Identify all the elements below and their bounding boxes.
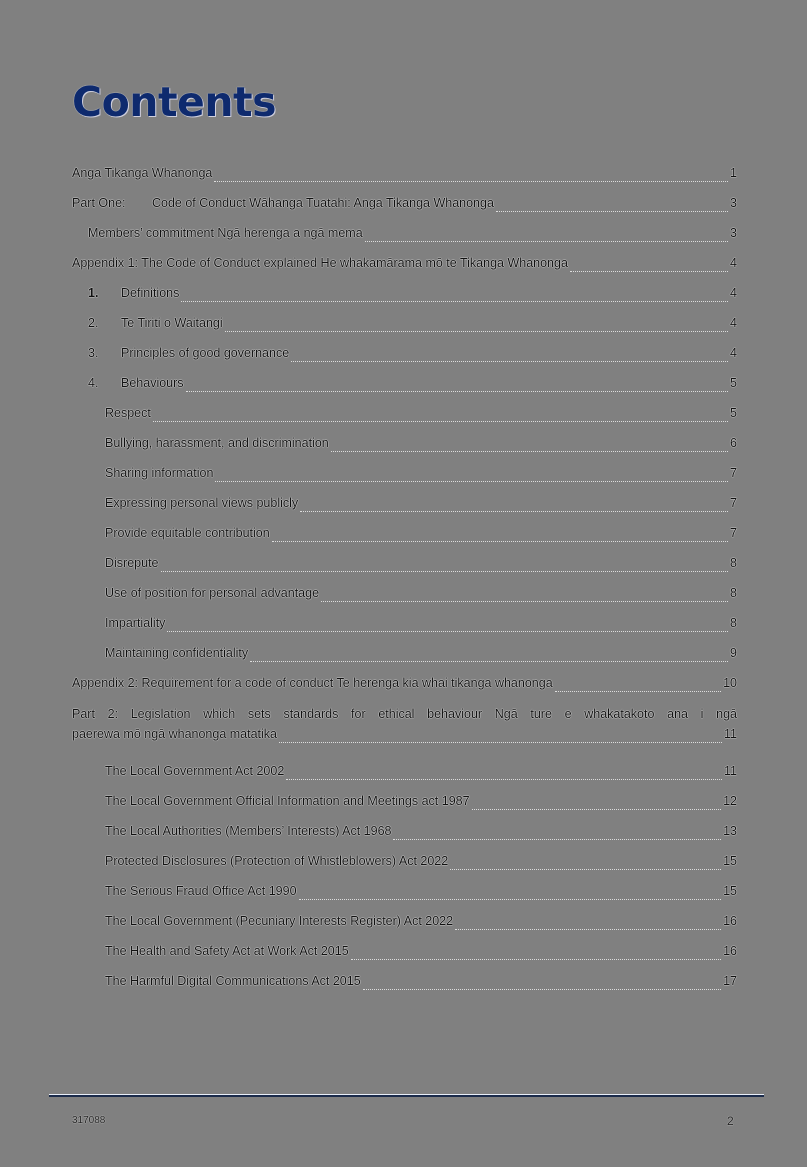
- toc-entry-label: Provide equitable contribution: [105, 526, 270, 540]
- dot-leader: [351, 949, 721, 960]
- toc-entry-number: 1.: [88, 286, 99, 300]
- toc-entry-label: The Local Government Official Information and Meetings act 1987: [105, 794, 470, 808]
- toc-entry[interactable]: [72, 188, 737, 218]
- toc-entry-label: Principles of good governance: [121, 346, 290, 360]
- toc-entry-label: Bullying, harassment, and discrimination: [105, 436, 329, 450]
- dot-leader: [496, 201, 728, 212]
- toc-entry-page: 8: [730, 586, 737, 600]
- toc-entry[interactable]: [72, 458, 737, 488]
- dot-leader: [167, 621, 728, 632]
- toc-entry[interactable]: [72, 936, 737, 966]
- dot-leader: [214, 171, 728, 182]
- toc-entry[interactable]: [72, 638, 737, 668]
- toc-entry-label: The Local Government Act 2002: [105, 764, 285, 778]
- toc-entry-label: Disrepute: [105, 556, 159, 570]
- toc-entry-page: 7: [730, 526, 737, 540]
- toc-entry-label: Members’ commitment Ngā herenga a ngā mema: [88, 226, 363, 240]
- toc-entry-page: 1: [730, 166, 737, 180]
- dot-leader: [321, 591, 728, 602]
- toc-entry-page: 9: [730, 646, 737, 660]
- toc-entry[interactable]: [72, 218, 737, 248]
- toc-entry[interactable]: [72, 248, 737, 278]
- toc-entry-label-line2: paerewa mō ngā whanonga matatika: [72, 727, 277, 741]
- toc-entry-label: The Health and Safety Act at Work Act 2015: [105, 944, 349, 958]
- dot-leader: [291, 351, 728, 362]
- toc-entry-number: 2.: [88, 316, 99, 330]
- dot-leader: [300, 501, 728, 512]
- toc-entry-page: 13: [723, 824, 737, 838]
- toc-entry[interactable]: [72, 846, 737, 876]
- dot-leader: [153, 411, 728, 422]
- toc-entry-label: The Local Authorities (Members’ Interests) Act 1968: [105, 824, 392, 838]
- toc-entry[interactable]: [72, 816, 737, 846]
- footer-divider: [49, 1094, 764, 1097]
- toc-entry-label: Anga Tikanga Whanonga: [72, 166, 213, 180]
- toc-entry[interactable]: [72, 548, 737, 578]
- toc-entry-label: Maintaining confidentiality: [105, 646, 249, 660]
- toc-entry-page: 7: [730, 466, 737, 480]
- toc-entry-page: 4: [730, 346, 737, 360]
- toc-entry-page: 3: [730, 196, 737, 210]
- toc-entry-number: 4.: [88, 376, 99, 390]
- dot-leader: [365, 231, 728, 242]
- toc-entry[interactable]: [72, 428, 737, 458]
- toc-entry-label: Sharing information: [105, 466, 214, 480]
- toc-entry[interactable]: [72, 668, 737, 698]
- toc-entry-label-line1: Part 2: Legislation which sets standards for ethical behaviour Ngā ture e whakatakoto ana i ngā: [72, 707, 737, 721]
- toc-entry[interactable]: [72, 488, 737, 518]
- toc-entry-number: 3.: [88, 346, 99, 360]
- toc-entry-page: 5: [730, 376, 737, 390]
- toc-entry-label: Appendix 2: Requirement for a code of conduct Te herenga kia whai tikanga whanonga: [72, 676, 553, 690]
- toc-entry[interactable]: [72, 876, 737, 906]
- toc-entry-label: The Local Government (Pecuniary Interests Register) Act 2022: [105, 914, 454, 928]
- toc-entry[interactable]: [72, 698, 737, 756]
- toc-entry-page: 12: [723, 794, 737, 808]
- toc-entry[interactable]: [72, 278, 737, 308]
- page-title: Contents: [72, 78, 277, 126]
- toc-entry-label: Te Tiriti o Waitangi: [121, 316, 223, 330]
- toc-entry[interactable]: [72, 906, 737, 936]
- toc-entry-page: 6: [730, 436, 737, 450]
- toc-entry-number: Part One:: [72, 196, 126, 210]
- toc-entry-label: Impartiality: [105, 616, 166, 630]
- dot-leader: [455, 919, 721, 930]
- toc-entry[interactable]: [72, 398, 737, 428]
- toc-entry[interactable]: [72, 608, 737, 638]
- toc-entry-label: Respect: [105, 406, 151, 420]
- toc-entry[interactable]: [72, 338, 737, 368]
- toc-entry-page: 7: [730, 496, 737, 510]
- dot-leader: [450, 859, 721, 870]
- toc-entry[interactable]: [72, 518, 737, 548]
- dot-leader: [272, 531, 728, 542]
- toc-entry[interactable]: [72, 368, 737, 398]
- dot-leader: [181, 291, 728, 302]
- dot-leader: [250, 651, 728, 662]
- toc-entry-page: 3: [730, 226, 737, 240]
- toc-entry-page: 5: [730, 406, 737, 420]
- toc-entry-page: 4: [730, 256, 737, 270]
- dot-leader: [472, 799, 722, 810]
- dot-leader: [331, 441, 728, 452]
- toc-entry-label: Code of Conduct Wāhanga Tuatahi: Anga Tikanga Whanonga: [152, 196, 494, 210]
- toc-entry-label: Appendix 1: The Code of Conduct explained He whakamārama mō te Tikanga Whanonga: [72, 256, 568, 270]
- toc-entry-page: 11: [724, 727, 737, 741]
- toc-entry-label: Behaviours: [121, 376, 184, 390]
- dot-leader: [555, 681, 721, 692]
- toc-entry-label: The Serious Fraud Office Act 1990: [105, 884, 297, 898]
- toc-entry[interactable]: [72, 308, 737, 338]
- footer-page-number: 2: [727, 1114, 734, 1128]
- toc-entry[interactable]: [72, 756, 737, 786]
- toc-entry-page: 8: [730, 616, 737, 630]
- toc-entry[interactable]: [72, 966, 737, 996]
- toc-entry[interactable]: [72, 578, 737, 608]
- toc-entry-page: 4: [730, 286, 737, 300]
- toc-entry-page: 15: [723, 854, 737, 868]
- dot-leader: [215, 471, 728, 482]
- toc-entry-label: Protected Disclosures (Protection of Whistleblowers) Act 2022: [105, 854, 449, 868]
- toc-entry-page: 11: [724, 764, 737, 778]
- toc-entry[interactable]: [72, 786, 737, 816]
- toc-entry-page: 15: [723, 884, 737, 898]
- toc-entry-label: Use of position for personal advantage: [105, 586, 320, 600]
- dot-leader: [393, 829, 721, 840]
- dot-leader: [363, 979, 721, 990]
- dot-leader: [286, 769, 722, 780]
- toc-entry-label: Expressing personal views publicly: [105, 496, 299, 510]
- dot-leader: [279, 732, 722, 743]
- toc-entry[interactable]: [72, 158, 737, 188]
- dot-leader: [225, 321, 728, 332]
- toc-entry-page: 17: [723, 974, 737, 988]
- dot-leader: [161, 561, 729, 572]
- table-of-contents: [72, 158, 737, 996]
- toc-entry-page: 10: [723, 676, 737, 690]
- dot-leader: [570, 261, 728, 272]
- toc-entry-page: 8: [730, 556, 737, 570]
- footer-document-id: 317088: [72, 1115, 106, 1126]
- dot-leader: [299, 889, 722, 900]
- toc-entry-page: 16: [723, 944, 737, 958]
- toc-entry-label: Definitions: [121, 286, 180, 300]
- dot-leader: [186, 381, 729, 392]
- toc-entry-label: The Harmful Digital Communications Act 2015: [105, 974, 361, 988]
- toc-entry-page: 16: [723, 914, 737, 928]
- toc-entry-page: 4: [730, 316, 737, 330]
